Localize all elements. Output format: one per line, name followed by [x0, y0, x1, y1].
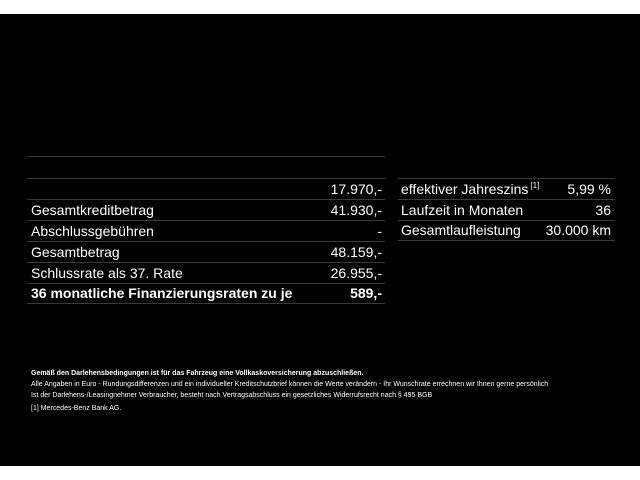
footnote-text: [1] Mercedes-Benz Bank AG.: [31, 405, 122, 412]
row-label: Abschlussgebühren: [31, 222, 154, 239]
row-value: 36: [595, 201, 611, 218]
row-value: 17.970,-: [330, 180, 382, 197]
table-row-total-amount: [27, 241, 385, 262]
row-label: Gesamtbetrag: [31, 243, 120, 260]
row-label: 36 monatliche Finanzierungsraten zu je: [31, 285, 293, 301]
terms-table: [398, 178, 615, 241]
row-value: 48.159,-: [330, 243, 382, 260]
financing-table: [27, 156, 385, 304]
table-row-mileage: [398, 220, 615, 241]
disclaimer-line: Alle Angaben in Euro - Rundungsdifferenzen und ein individueller Kreditschutzbrief können die Werte verändern - Ihr Wunschrate errechnen wir Ihnen gerne persönlich: [31, 381, 549, 388]
footnote-marker: [1]: [530, 180, 540, 190]
insurance-note: Gemäß den Darlehensbedingungen ist für das Fahrzeug eine Vollkaskoversicherung abzuschließen.: [31, 370, 364, 377]
row-value: -: [377, 222, 382, 239]
row-label: Gesamtlaufleistung: [401, 222, 521, 238]
row-label: Gesamtkreditbetrag: [31, 201, 154, 218]
table-row-monthly-rate: [27, 283, 385, 304]
table-row-final-rate: [27, 262, 385, 283]
row-label: Schlussrate als 37. Rate: [31, 264, 183, 281]
table-row-effective-interest: [398, 178, 615, 199]
table-row-duration: [398, 199, 615, 220]
table-row-down-payment: [27, 178, 385, 199]
table-row-closing-fees: [27, 220, 385, 241]
row-value: 589,-: [350, 285, 382, 301]
table-row-total-credit: [27, 199, 385, 220]
legal-notes: [31, 368, 611, 414]
row-value: 41.930,-: [330, 201, 382, 218]
row-value: 26.955,-: [330, 264, 382, 281]
row-value: 30.000 km: [545, 222, 611, 238]
row-label: effektiver Jahreszins [1]: [401, 180, 540, 197]
disclaimer-line: Ist der Darlehens-/Leasingnehmer Verbraucher, besteht nach Vertragsabschluss ein gesetzliches Widerrufsrecht nach § 495 BGB: [31, 392, 433, 399]
row-value: 5,99 %: [567, 180, 611, 197]
row-label: Laufzeit in Monaten: [401, 201, 524, 218]
